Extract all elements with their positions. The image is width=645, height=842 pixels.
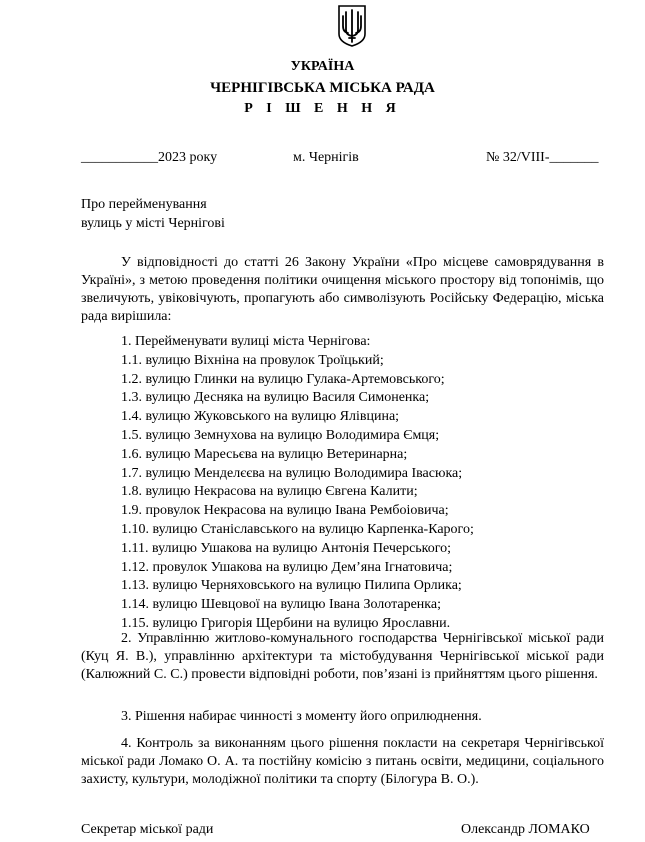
list-item: 1.4. вулицю Жуковського на вулицю Ялівцина; xyxy=(121,409,400,425)
item-2-paragraph: 2. Управлінню житлово-комунального господарства Чернігівської міської ради (Куц Я. В.), управлінню архітектури та містобудування Чернігівської міської ради (Калюжний С. С.) провести відповідні роботи, пов’язані із прийняттям цього рішення. xyxy=(81,631,604,682)
header-council: ЧЕРНІГІВСЬКА МІСЬКА РАДА xyxy=(210,80,435,96)
list-item: 1.8. вулицю Некрасова на вулицю Євгена Калити; xyxy=(121,484,418,500)
decision-city: м. Чернігів xyxy=(293,150,359,165)
signature-name: Олександр ЛОМАКО xyxy=(461,822,590,837)
list-item: 1.3. вулицю Десняка на вулицю Василя Симоненка; xyxy=(121,390,430,406)
header-doc-type: Р І Ш Е Н Н Я xyxy=(244,101,401,116)
header-country: УКРАЇНА xyxy=(290,59,355,74)
list-item: 1.12. провулок Ушакова на вулицю Дем’яна Ігнатовича; xyxy=(121,559,453,575)
rename-list xyxy=(121,333,474,634)
item-3-paragraph: 3. Рішення набирає чинності з моменту його оприлюднення. xyxy=(121,709,482,724)
list-item: 1.1. вулицю Віхніна на провулок Троїцький; xyxy=(121,352,384,368)
list-item: 1.6. вулицю Маресьєва на вулицю Ветеринарна; xyxy=(121,446,408,462)
list-item: 1.5. вулицю Земнухова на вулицю Володимира Ємця; xyxy=(121,427,440,443)
list-item: 1.14. вулицю Шевцової на вулицю Івана Золотаренка; xyxy=(121,597,441,613)
subject-line-2: вулиць у місті Чернігові xyxy=(81,216,225,231)
signature-position: Секретар міської ради xyxy=(81,822,214,837)
list-item: 1.7. вулицю Менделєєва на вулицю Володимира Івасюка; xyxy=(121,465,463,481)
decision-number: № 32/VIII-_______ xyxy=(486,150,599,165)
trident-emblem-icon xyxy=(337,4,367,48)
item-4-paragraph: 4. Контроль за виконанням цього рішення покласти на секретаря Чернігівської міської ради Ломако О. А. та постійну комісію з питань освіти, медицини, соціального захисту, культури, молодіжної політики та спорту (Білогура В. О.). xyxy=(81,736,604,787)
list-item: 1.11. вулицю Ушакова на вулицю Антонія Печерського; xyxy=(121,540,452,556)
list-item: 1.13. вулицю Черняховського на вулицю Пилипа Орлика; xyxy=(121,578,462,594)
list-title: 1. Перейменувати вулиці міста Чернігова: xyxy=(121,334,371,349)
decision-subject xyxy=(81,195,225,233)
subject-line-1: Про перейменування xyxy=(81,197,207,212)
decision-date: ___________2023 року xyxy=(81,150,218,165)
list-item: 1.10. вулицю Станіславського на вулицю Карпенка-Карого; xyxy=(121,521,474,537)
list-item: 1.2. вулицю Глинки на вулицю Гулака-Артемовського; xyxy=(121,371,445,387)
intro-paragraph: У відповідності до статті 26 Закону України «Про місцеве самоврядування в Україні», з метою проведення політики очищення міського простору від топонімів, що звеличують, увіковічують, пропагують або символізують Російську Федерацію, міська рада вирішила: xyxy=(81,255,604,324)
list-item: 1.15. вулицю Григорія Щербини на вулицю Ярославни. xyxy=(121,615,451,631)
list-item: 1.9. провулок Некрасова на вулицю Івана Рембоіовича; xyxy=(121,503,449,519)
